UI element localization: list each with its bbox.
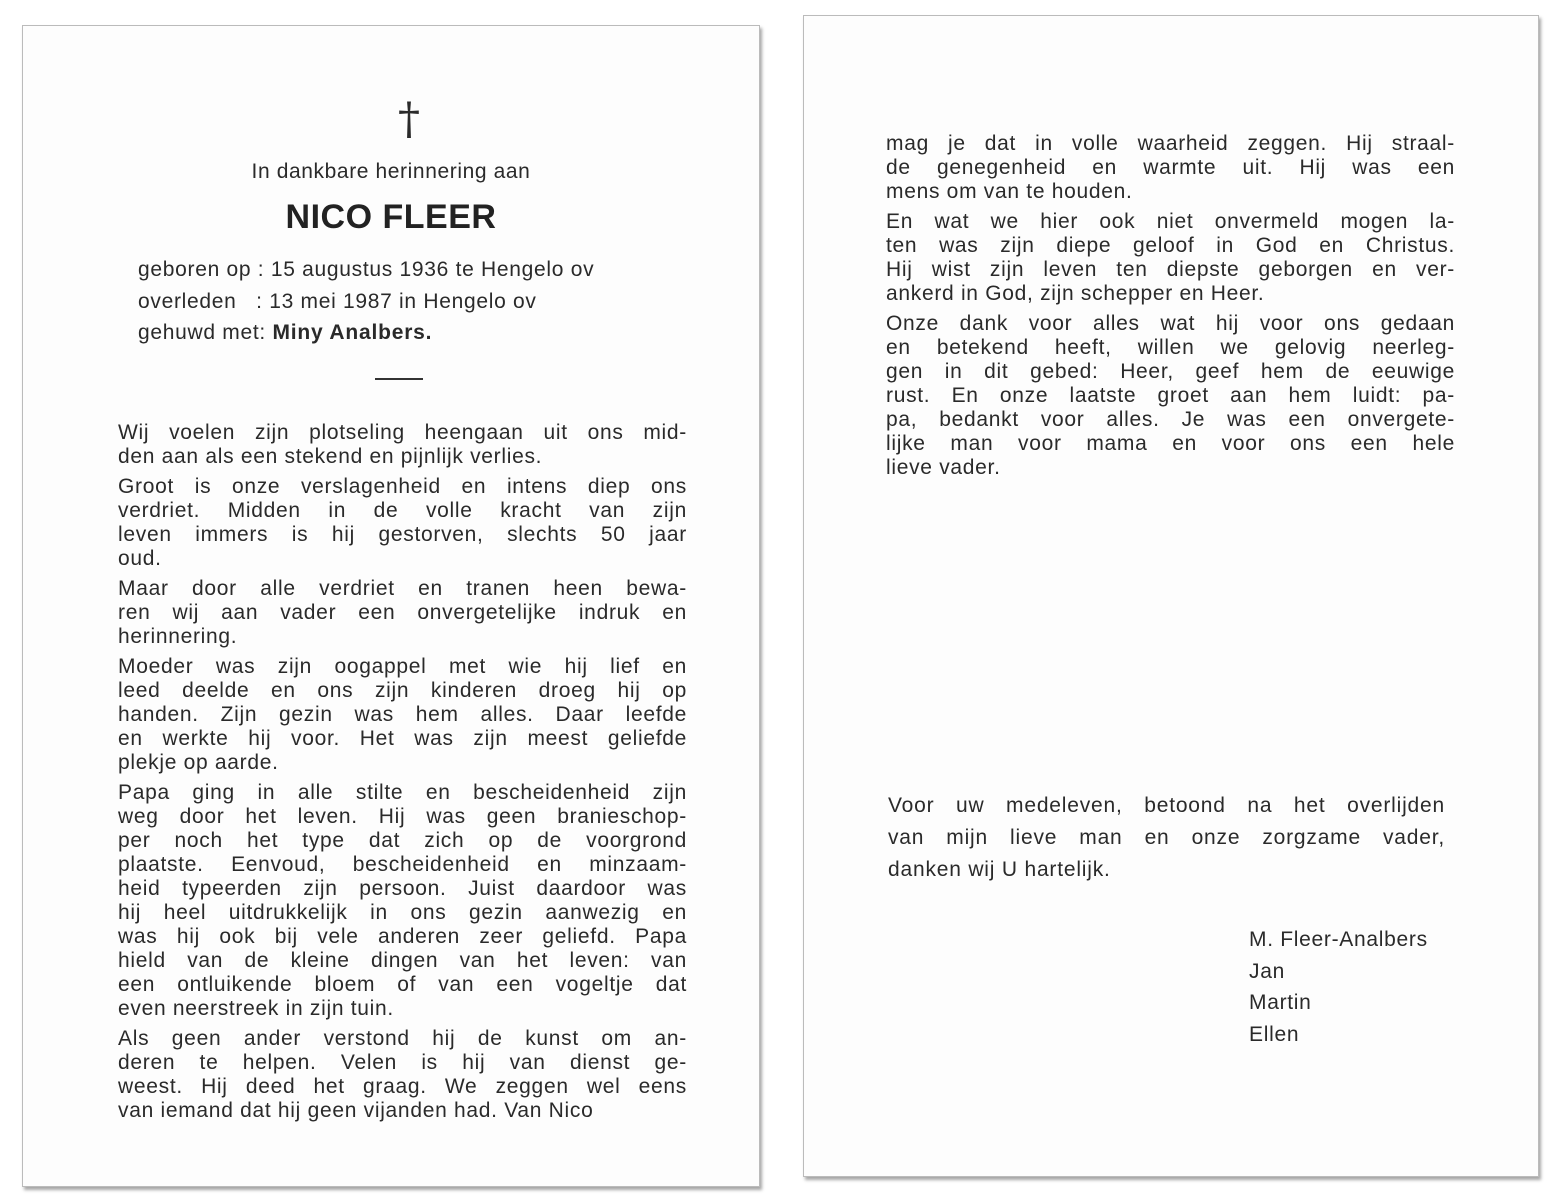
married-value: Miny Analbers.: [272, 321, 433, 344]
paragraph: [118, 475, 687, 571]
text-line: en betekend heeft, willen we gelovig neerleg-: [886, 336, 1455, 359]
signer-name: Martin: [1249, 991, 1312, 1014]
text-line: den aan als een stekend en pijnlijk verlies.: [118, 445, 543, 468]
memorial-card-front: [22, 25, 760, 1187]
text-line: deren te helpen. Velen is hij van dienst ge-: [118, 1051, 687, 1074]
text-line: lieve vader.: [886, 456, 1001, 479]
text-line: Groot is onze verslagenheid en intens diep ons: [118, 475, 687, 498]
paragraph: [118, 655, 687, 775]
text-line: mag je dat in volle waarheid zeggen. Hij straal-: [886, 132, 1455, 155]
text-line: lijke man voor mama en voor ons een hele: [886, 432, 1455, 455]
right-body-text: [886, 132, 1455, 486]
text-line: hij heel uitdrukkelijk in ons gezin aanwezig en: [118, 901, 687, 924]
text-line: Moeder was zijn oogappel met wie hij lief en: [118, 655, 687, 678]
text-line: per noch het type dat zich op de voorgrond: [118, 829, 687, 852]
thanks-line: van mijn lieve man en onze zorgzame vader,: [888, 826, 1445, 849]
text-line: ankerd in God, zijn schepper en Heer.: [886, 282, 1265, 305]
text-line: En wat we hier ook niet onvermeld mogen la-: [886, 210, 1455, 233]
text-line: was hij ook bij vele anderen zeer geliefd. Papa: [118, 925, 687, 948]
divider: [375, 378, 423, 380]
signer-name: Ellen: [1249, 1022, 1300, 1046]
intro-line: In dankbare herinnering aan: [251, 160, 531, 183]
text-line: hield van de kleine dingen van het leven: van: [118, 949, 687, 972]
text-line: pa, bedankt voor alles. Je was een onvergete-: [886, 408, 1455, 431]
paragraph: [886, 312, 1455, 480]
born-value: 15 augustus 1936 te Hengelo ov: [270, 258, 595, 281]
text-line: Papa ging in alle stilte en bescheidenheid zijn: [118, 781, 687, 804]
text-line: handen. Zijn gezin was hem alles. Daar leefde: [118, 703, 687, 726]
paragraph: [886, 210, 1455, 306]
text-line: leed deelde en ons zijn kinderen droeg hij op: [118, 679, 687, 702]
text-line: oud.: [118, 547, 162, 570]
text-line: herinnering.: [118, 625, 238, 648]
text-line: en werkte hij voor. Het was zijn meest geliefde: [118, 727, 687, 750]
paragraph: [118, 1027, 687, 1123]
paragraph: [118, 577, 687, 649]
text-line: een ontluikende bloem of van een vogeltje dat: [118, 973, 687, 996]
paragraph: [118, 421, 687, 469]
signer-name: M. Fleer-Analbers: [1249, 928, 1428, 951]
thanks-line: Voor uw medeleven, betoond na het overlijden: [888, 794, 1445, 817]
text-line: weg door het leven. Hij was geen branieschop-: [118, 805, 687, 828]
memorial-card-back: [803, 15, 1539, 1177]
text-line: weest. Hij deed het graag. We zeggen wel eens: [118, 1075, 687, 1098]
left-body-text: [118, 421, 687, 1129]
text-line: de genegenheid en warmte uit. Hij was een: [886, 156, 1455, 179]
text-line: plaatste. Eenvoud, bescheidenheid en minzaam-: [118, 853, 687, 876]
text-line: gen in dit gebed: Heer, geef hem de eeuwige: [886, 360, 1455, 383]
cross-icon: †: [398, 94, 420, 145]
paragraph: [886, 132, 1455, 204]
died-label: overleden: [138, 289, 237, 313]
text-line: verdriet. Midden in de volle kracht van zijn: [118, 499, 687, 522]
text-line: heid typeerden zijn persoon. Juist daardoor was: [118, 877, 687, 900]
text-line: Onze dank voor alles wat hij voor ons gedaan: [886, 312, 1455, 335]
deceased-name: NICO FLEER: [285, 198, 497, 236]
signers-list: [1249, 924, 1428, 1050]
text-line: ren wij aan vader een onvergetelijke indruk en: [118, 601, 687, 624]
paragraph: [118, 781, 687, 1021]
text-line: Hij wist zijn leven ten diepste geborgen en ver-: [886, 258, 1455, 281]
thanks-text: [888, 790, 1445, 886]
married-label: gehuwd met:: [138, 321, 266, 344]
life-facts: geboren op : 15 augustus 1936 te Hengelo ov overleden : 13 mei 1987 in Hengelo ov gehuwd met: Miny Analbers.: [138, 258, 595, 344]
text-line: even neerstreek in zijn tuin.: [118, 997, 394, 1020]
text-line: Wij voelen zijn plotseling heengaan uit ons mid-: [118, 421, 687, 444]
born-label: geboren op: [138, 258, 252, 281]
signer-name: Jan: [1249, 959, 1285, 983]
thanks-line: danken wij U hartelijk.: [888, 858, 1111, 881]
died-value: 13 mei 1987 in Hengelo ov: [269, 289, 537, 313]
text-line: rust. En onze laatste groet aan hem luidt: pa-: [886, 384, 1455, 407]
text-line: leven immers is hij gestorven, slechts 50 jaar: [118, 523, 687, 546]
text-line: plekje op aarde.: [118, 751, 279, 774]
text-line: Als geen ander verstond hij de kunst om an-: [118, 1027, 687, 1050]
text-line: van iemand dat hij geen vijanden had. Van Nico: [118, 1099, 594, 1122]
text-line: ten was zijn diepe geloof in God en Christus.: [886, 234, 1455, 257]
text-line: Maar door alle verdriet en tranen heen bewa-: [118, 577, 687, 600]
text-line: mens om van te houden.: [886, 180, 1133, 203]
